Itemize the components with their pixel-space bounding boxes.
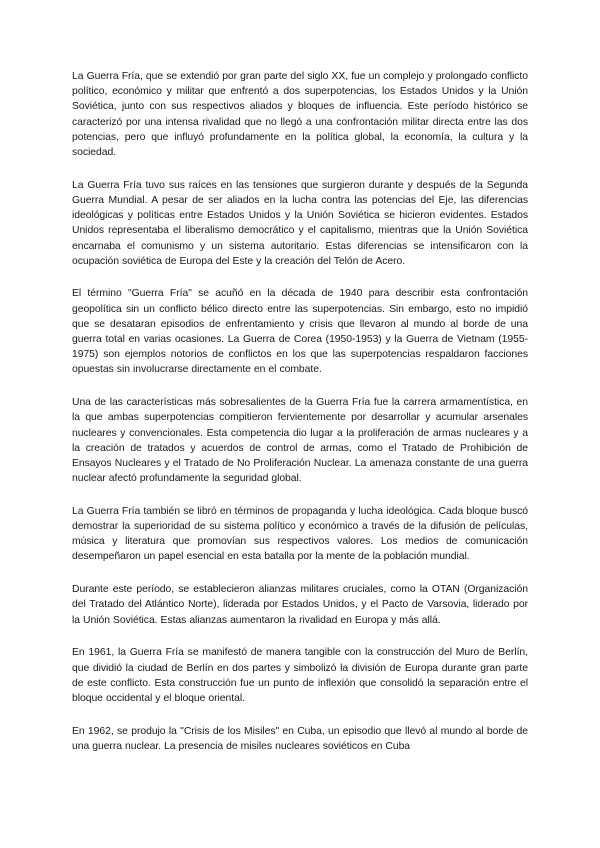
paragraph-arms-race: Una de las características más sobresalientes de la Guerra Fría fue la carrera armamentística, en la que ambas superpotencias compitieron fervientemente por desarrollar y acumular arsenales nucleares y convencionales. Esta competencia dio lugar a la proliferación de armas nucleares y a la creación de tratados y acuerdos de control de armas, como el Tratado de Prohibición de Ensayos Nucleares y el Tratado de No Proliferación Nuclear. La amenaza constante de una guerra nuclear afectó profundamente la seguridad global.: [72, 397, 528, 485]
paragraph-intro: La Guerra Fría, que se extendió por gran parte del siglo XX, fue un complejo y prolongado conflicto político, económico y militar que enfrentó a dos superpotencias, los Estados Unidos y la Unión Soviética, junto con sus respectivos aliados y bloques de influencia. Este período histórico se caracterizó por una intensa rivalidad que no llegó a una confrontación militar directa entre las dos potencias, pero que influyó profundamente en la política global, la economía, la cultura y la sociedad.: [72, 71, 528, 159]
paragraph-berlin-wall: En 1961, la Guerra Fría se manifestó de manera tangible con la construcción del Muro de Berlín, que dividió la ciudad de Berlín en dos partes y simbolizó la división de Europa durante gran parte de este conflicto. Esta construcción fue un punto de inflexión que consolidó la separación entre el bloque occidental y el bloque oriental.: [72, 647, 528, 704]
paragraph-missile-crisis: En 1962, se produjo la "Crisis de los Misiles" en Cuba, un episodio que llevó al mundo al borde de una guerra nuclear. La presencia de misiles nucleares soviéticos en Cuba: [72, 725, 528, 752]
paragraph-origins: La Guerra Fría tuvo sus raíces en las tensiones que surgieron durante y después de la Segunda Guerra Mundial. A pesar de ser aliados en la lucha contra las potencias del Eje, las diferencias ideológicas y políticas entre Estados Unidos y la Unión Soviética se hicieron evidentes. Estados Unidos representaba el liberalismo democrático y el capitalismo, mientras que la Unión Soviética encarnaba el comunismo y un sistema autoritario. Estas diferencias se intensificaron con la ocupación soviética de Europa del Este y la creación del Telón de Acero.: [72, 179, 528, 267]
paragraph-alliances: Durante este período, se establecieron alianzas militares cruciales, como la OTAN (Organización del Tratado del Atlántico Norte), liderada por Estados Unidos, y el Pacto de Varsovia, liderado por la Unión Soviética. Estas alianzas aumentaron la rivalidad en Europa y más allá.: [72, 584, 528, 626]
paragraph-propaganda: La Guerra Fría también se libró en términos de propaganda y lucha ideológica. Cada bloque buscó demostrar la superioridad de su sistema político y económico a través de la difusión de películas, música y literatura que promovían sus respectivos valores. Los medios de comunicación desempeñaron un papel esencial en esta batalla por la mente de la población mundial.: [72, 505, 528, 563]
paragraph-term: El término "Guerra Fría" se acuñó en la década de 1940 para describir esta confrontación geopolítica sin un conflicto bélico directo entre las superpotencias. Sin embargo, esto no impidió que se desataran episodios de enfrentamiento y crisis que llevaron al mundo al borde de una guerra total en varias ocasiones. La Guerra de Corea (1950-1953) y la Guerra de Vietnam (1955-1975) son ejemplos notorios de conflictos en los que las superpotencias respaldaron facciones opuestas sin involucrarse directamente en el combate.: [72, 288, 528, 376]
